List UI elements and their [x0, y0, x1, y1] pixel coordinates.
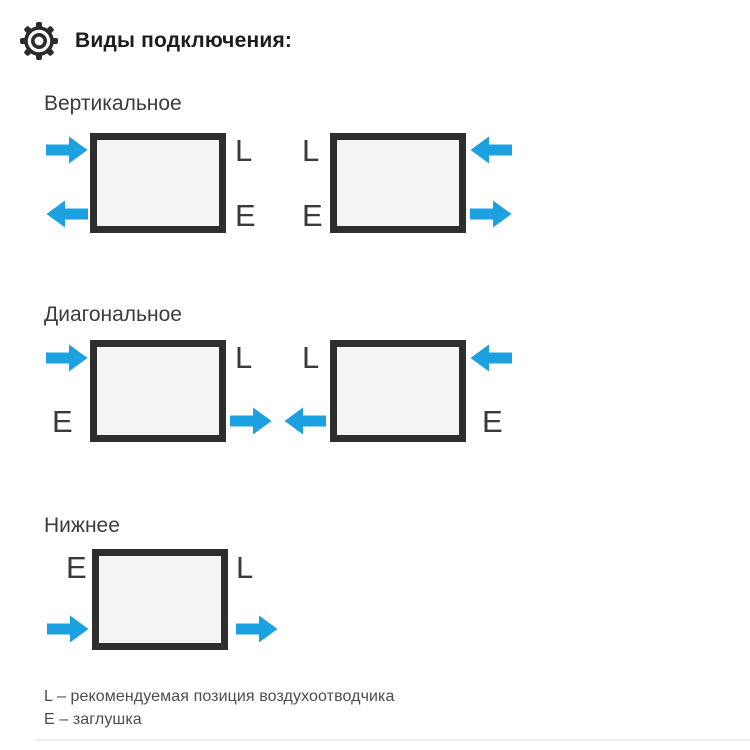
plug-label: E	[52, 404, 73, 439]
gear-icon	[19, 21, 59, 61]
flow-inlet-arrow-left-icon	[470, 344, 512, 372]
legend-item-air-vent: L – рекомендуемая позиция воздухоотводчика	[44, 688, 395, 705]
section-title-bottom: Нижнее	[44, 514, 120, 537]
flow-outlet-arrow-left-icon	[46, 200, 88, 228]
plug-label: E	[302, 198, 323, 233]
flow-inlet-arrow-right-icon	[47, 615, 89, 643]
flow-outlet-arrow-right-icon	[230, 407, 272, 435]
flow-outlet-arrow-left-icon	[284, 407, 326, 435]
flow-inlet-arrow-left-icon	[470, 136, 512, 164]
air-vent-label: L	[235, 133, 253, 168]
section-title-vertical: Вертикальное	[44, 92, 182, 115]
air-vent-label: L	[302, 340, 320, 375]
section-title-diagonal: Диагональное	[44, 303, 182, 326]
legend-item-plug: E – заглушка	[44, 711, 142, 728]
air-vent-label: L	[302, 133, 320, 168]
plug-label: E	[235, 198, 256, 233]
radiator-rect	[90, 133, 226, 233]
page-title: Виды подключения:	[75, 29, 293, 52]
plug-label: E	[482, 404, 503, 439]
radiator-rect	[330, 340, 466, 442]
flow-outlet-arrow-right-icon	[470, 200, 512, 228]
radiator-rect	[330, 133, 466, 233]
flow-inlet-arrow-right-icon	[46, 136, 88, 164]
bottom-divider	[36, 739, 750, 741]
flow-inlet-arrow-right-icon	[46, 344, 88, 372]
plug-label: E	[66, 550, 87, 585]
flow-outlet-arrow-right-icon	[236, 615, 278, 643]
header	[0, 0, 750, 70]
air-vent-label: L	[235, 340, 253, 375]
radiator-rect	[90, 340, 226, 442]
radiator-rect	[92, 549, 228, 650]
air-vent-label: L	[236, 550, 254, 585]
